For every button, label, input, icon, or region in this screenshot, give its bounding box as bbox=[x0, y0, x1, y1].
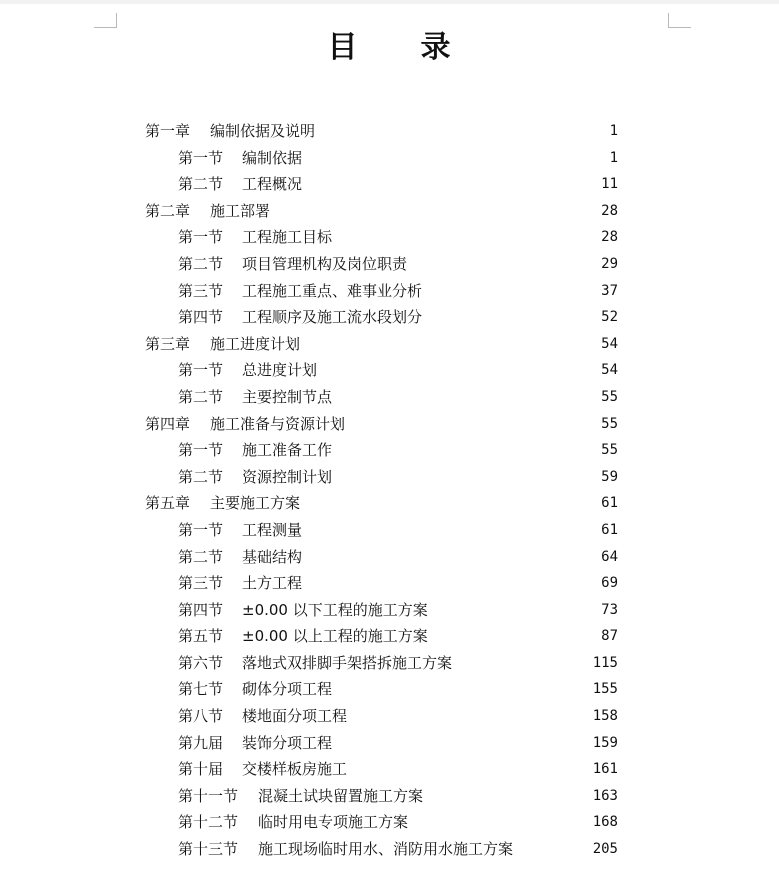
toc-entry-number: 第一节 bbox=[178, 148, 224, 167]
toc-entry-number: 第四节 bbox=[178, 308, 224, 327]
toc-entry-title: 交楼样板房施工 bbox=[242, 760, 348, 779]
toc-section-entry bbox=[0, 623, 779, 650]
toc-section-entry bbox=[0, 703, 779, 730]
table-of-contents bbox=[0, 118, 779, 863]
toc-chapter-entry bbox=[0, 118, 779, 145]
toc-entry-number: 第二节 bbox=[178, 387, 224, 406]
toc-entry-title: 工程概况 bbox=[242, 175, 303, 194]
toc-section-entry bbox=[0, 437, 779, 464]
toc-entry-page-number: 52 bbox=[601, 309, 618, 326]
toc-entry-page-number: 115 bbox=[592, 654, 618, 671]
toc-entry-title: 土方工程 bbox=[242, 574, 303, 593]
toc-entry-page-number: 205 bbox=[592, 841, 618, 858]
toc-section-entry bbox=[0, 304, 779, 331]
toc-section-entry bbox=[0, 384, 779, 411]
toc-entry-title: 主要施工方案 bbox=[210, 494, 301, 513]
toc-section-entry bbox=[0, 517, 779, 544]
toc-entry-page-number: 55 bbox=[601, 442, 618, 459]
toc-entry-title: 资源控制计划 bbox=[242, 467, 333, 486]
toc-entry-page-number: 29 bbox=[601, 255, 618, 272]
toc-section-entry bbox=[0, 224, 779, 251]
toc-entry-page-number: 64 bbox=[601, 548, 618, 565]
toc-entry-number: 第一节 bbox=[178, 361, 224, 380]
toc-entry-title: 砌体分项工程 bbox=[242, 680, 333, 699]
toc-section-entry bbox=[0, 251, 779, 278]
toc-entry-number: 第一节 bbox=[178, 520, 224, 539]
toc-entry-page-number: 55 bbox=[601, 415, 618, 432]
toc-entry-page-number: 155 bbox=[592, 681, 618, 698]
toc-entry-page-number: 1 bbox=[609, 123, 618, 139]
toc-entry-page-number: 37 bbox=[601, 282, 618, 299]
toc-chapter-entry bbox=[0, 331, 779, 358]
toc-entry-page-number: 69 bbox=[601, 575, 618, 592]
toc-entry-page-number: 87 bbox=[601, 628, 618, 645]
toc-section-entry bbox=[0, 464, 779, 491]
toc-entry-number: 第八节 bbox=[178, 707, 224, 726]
toc-entry-page-number: 55 bbox=[601, 388, 618, 405]
toc-chapter-entry bbox=[0, 490, 779, 517]
toc-entry-number: 第一节 bbox=[178, 228, 224, 247]
toc-entry-number: 第十一节 bbox=[178, 786, 239, 805]
toc-entry-title: 工程施工重点、难事业分析 bbox=[242, 281, 423, 300]
toc-entry-page-number: 28 bbox=[601, 202, 618, 219]
toc-entry-number: 第二节 bbox=[178, 175, 224, 194]
toc-entry-number: 第二节 bbox=[178, 254, 224, 273]
toc-entry-title: 编制依据 bbox=[242, 148, 303, 167]
toc-entry-title: 楼地面分项工程 bbox=[242, 707, 348, 726]
toc-section-entry bbox=[0, 171, 779, 198]
toc-entry-page-number: 168 bbox=[592, 814, 618, 831]
toc-title: 目 录 bbox=[327, 30, 452, 65]
toc-entry-title: ±0.00 以下工程的施工方案 bbox=[242, 600, 428, 619]
toc-entry-title: 工程顺序及施工流水段划分 bbox=[242, 308, 423, 327]
toc-entry-number: 第二节 bbox=[178, 467, 224, 486]
toc-entry-number: 第十届 bbox=[178, 760, 224, 779]
toc-entry-title: 编制依据及说明 bbox=[210, 122, 316, 140]
toc-section-entry bbox=[0, 836, 779, 863]
toc-entry-number: 第十二节 bbox=[178, 813, 239, 832]
toc-entry-title: 施工部署 bbox=[210, 201, 271, 220]
toc-section-entry bbox=[0, 783, 779, 810]
toc-entry-number: 第四节 bbox=[178, 600, 224, 619]
toc-entry-page-number: 28 bbox=[601, 229, 618, 246]
toc-section-entry bbox=[0, 278, 779, 305]
toc-entry-number: 第二节 bbox=[178, 547, 224, 566]
toc-chapter-entry bbox=[0, 411, 779, 438]
toc-entry-title: 施工现场临时用水、消防用水施工方案 bbox=[258, 840, 514, 859]
toc-section-entry bbox=[0, 756, 779, 783]
toc-entry-page-number: 158 bbox=[592, 708, 618, 725]
toc-entry-title: 施工进度计划 bbox=[210, 334, 301, 353]
toc-entry-number: 第三节 bbox=[178, 281, 224, 300]
toc-entry-title: 施工准备工作 bbox=[242, 441, 333, 460]
toc-entry-number: 第七节 bbox=[178, 680, 224, 699]
toc-chapter-entry bbox=[0, 198, 779, 225]
toc-section-entry bbox=[0, 357, 779, 384]
toc-entry-page-number: 54 bbox=[601, 362, 618, 379]
toc-entry-page-number: 159 bbox=[592, 734, 618, 751]
toc-section-entry bbox=[0, 809, 779, 836]
toc-entry-page-number: 163 bbox=[592, 787, 618, 804]
toc-entry-page-number: 54 bbox=[601, 335, 618, 352]
toc-entry-number: 第五章 bbox=[145, 494, 191, 513]
toc-entry-title: 总进度计划 bbox=[242, 361, 318, 380]
toc-entry-title: 工程施工目标 bbox=[242, 228, 333, 247]
toc-entry-title: 项目管理机构及岗位职责 bbox=[242, 254, 408, 273]
toc-entry-number: 第九届 bbox=[178, 733, 224, 752]
toc-entry-page-number: 61 bbox=[601, 495, 618, 512]
toc-entry-page-number: 73 bbox=[601, 601, 618, 618]
toc-entry-number: 第二章 bbox=[145, 201, 191, 220]
toc-section-entry bbox=[0, 650, 779, 677]
toc-entry-number: 第十三节 bbox=[178, 840, 239, 859]
toc-entry-page-number: 11 bbox=[601, 176, 618, 193]
toc-section-entry bbox=[0, 570, 779, 597]
toc-section-entry bbox=[0, 145, 779, 172]
toc-entry-page-number: 59 bbox=[601, 468, 618, 485]
toc-entry-number: 第四章 bbox=[145, 414, 191, 433]
toc-section-entry bbox=[0, 676, 779, 703]
toc-entry-title: ±0.00 以上工程的施工方案 bbox=[242, 627, 428, 646]
toc-entry-title: 落地式双排脚手架搭拆施工方案 bbox=[242, 653, 453, 672]
toc-section-entry bbox=[0, 597, 779, 624]
toc-entry-title: 施工准备与资源计划 bbox=[210, 414, 346, 433]
toc-section-entry bbox=[0, 730, 779, 757]
toc-entry-page-number: 61 bbox=[601, 521, 618, 538]
toc-entry-number: 第一节 bbox=[178, 441, 224, 460]
toc-entry-title: 主要控制节点 bbox=[242, 387, 333, 406]
toc-entry-page-number: 161 bbox=[592, 761, 618, 778]
toc-entry-title: 工程测量 bbox=[242, 520, 303, 539]
page-top-edge bbox=[0, 0, 779, 4]
toc-section-entry bbox=[0, 544, 779, 571]
toc-entry-number: 第五节 bbox=[178, 627, 224, 646]
toc-entry-number: 第六节 bbox=[178, 653, 224, 672]
toc-entry-title: 基础结构 bbox=[242, 547, 303, 566]
toc-entry-title: 装饰分项工程 bbox=[242, 733, 333, 752]
toc-entry-number: 第三章 bbox=[145, 334, 191, 353]
toc-entry-number: 第一章 bbox=[145, 122, 191, 140]
toc-entry-number: 第三节 bbox=[178, 574, 224, 593]
toc-entry-page-number: 1 bbox=[609, 149, 618, 166]
toc-entry-title: 临时用电专项施工方案 bbox=[258, 813, 409, 832]
toc-entry-title: 混凝土试块留置施工方案 bbox=[258, 786, 424, 805]
